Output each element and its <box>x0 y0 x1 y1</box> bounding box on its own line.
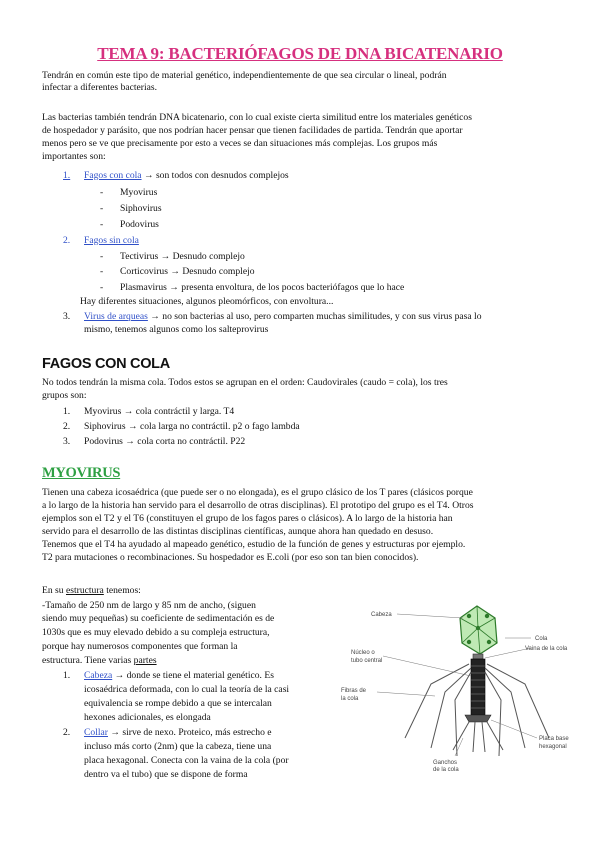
myovirus-p-line4: servido para el desarrollo de las distintas disciplinas científicas, aunque ahora han quedado en desuso. <box>42 526 434 537</box>
group-2 <box>63 235 139 247</box>
virus-de-arqueas-link[interactable]: Virus de arqueas <box>84 311 148 322</box>
collar-link[interactable]: Collar <box>84 727 108 738</box>
list-item: - Podovirus <box>100 219 159 230</box>
cabeza-item <box>63 670 274 682</box>
myovirus-p-line6: T2 para mutaciones o recombinaciones. Su hospedador es E.coli (por eso son tan bien conocidos). <box>42 552 419 563</box>
estructura-line2: siendo muy pequeñas) su coeficiente de sedimentación es de <box>42 613 275 624</box>
group-1 <box>63 170 289 182</box>
item-number: 3. <box>63 436 71 447</box>
group-2-item-3: Plasmavirus → presenta envoltura, de los pocos bacteriófagos que lo hace <box>120 282 405 293</box>
intro-p2-line1: Las bacterias también tendrán DNA bicatenario, con lo cual existe cierta similitud entre los materiales genéticos <box>42 112 472 123</box>
fagos-sin-cola-link[interactable]: Fagos sin cola <box>84 235 139 246</box>
fagos-cola-p-line2: grupos son: <box>42 390 87 401</box>
group-3-text-2: mismo, tenemos algunos como los salteprovirus <box>84 324 269 335</box>
list-item: - Myovirus <box>100 187 158 198</box>
list-item: - Plasmavirus → presenta envoltura, de los pocos bacteriófagos que lo hace <box>100 282 405 293</box>
myovirus-heading: MYOVIRUS <box>42 465 121 481</box>
estructura-line1: -Tamaño de 250 nm de largo y 85 nm de ancho, (siguen <box>42 600 256 611</box>
group-1-number: 1. <box>63 170 71 181</box>
myovirus-p-line2: a lo largo de la historia han servido para el desarrollo de otras disciplinas). El prototipo del grupo es el T4. Otros <box>42 500 474 511</box>
caudovirales-item-1: Myovirus → cola contráctil y larga. T4 <box>84 406 235 417</box>
myovirus-p-line1: Tienen una cabeza icosaédrica (que puede ser o no elongada), es el grupo clásico de los T pares (clásicos porque <box>42 487 473 498</box>
group-1-item-2: Siphovirus <box>120 203 162 214</box>
group-2-note: Hay diferentes situaciones, algunos pleomórficos, con envoltura... <box>80 296 334 307</box>
group-1-item-1: Myovirus <box>120 187 158 198</box>
group-3-text-1: → no son bacterias al uso, pero comparten muchas similitudes, y con sus virus pasa lo <box>147 311 482 322</box>
collar-line2: placa hexagonal. Conecta con la vaina de la cola (por <box>84 755 289 766</box>
collar-line1: incluso más corto (2nm) que la cabeza, tiene una <box>84 741 272 752</box>
myovirus-p-line3: ejemplos son el T2 y el T6 (constituyen el grupo de los fagos pares o clásicos). A lo largo de la historia han <box>42 513 453 524</box>
label-placa-2: hexagonal <box>539 744 567 750</box>
phage-head <box>460 606 497 654</box>
cabeza-text: → donde se tiene el material genético. Es <box>112 670 274 681</box>
item-number: 1. <box>63 406 71 417</box>
group-3 <box>63 311 482 323</box>
list-item <box>63 406 234 418</box>
group-2-item-1: Tectivirus → Desnudo complejo <box>120 251 245 262</box>
fagos-cola-p-line1: No todos tendrán la misma cola. Todos estos se agrupan en el orden: Caudovirales (caudo = cola), los tres <box>42 377 448 388</box>
label-fibras-1: Fibras de <box>341 688 367 694</box>
page-title: TEMA 9: BACTERIÓFAGOS DE DNA BICATENARIO <box>97 44 503 63</box>
label-nucleo-2: tubo central <box>351 658 383 664</box>
partes-word: partes <box>133 655 157 666</box>
t4-phage-diagram <box>335 588 585 773</box>
estructura-intro <box>42 585 141 597</box>
group-2-item-2: Corticovirus → Desnudo complejo <box>120 266 255 277</box>
label-cabeza: Cabeza <box>371 612 392 618</box>
estructura-line4: porque hay numerosos componentes que forman la <box>42 641 238 652</box>
estructura-word: estructura <box>65 585 104 596</box>
list-item <box>63 436 245 448</box>
list-item <box>63 421 300 433</box>
list-item: - Tectivirus → Desnudo complejo <box>100 251 245 262</box>
label-placa-1: Placa base <box>539 736 569 742</box>
estructura-pre: En su <box>42 585 66 596</box>
intro-p1-line1: Tendrán en común este tipo de material genético, independientemente de que sea circular o lineal, podrán <box>42 70 447 81</box>
fagos-con-cola-heading: FAGOS CON COLA <box>42 356 170 372</box>
cabeza-number: 1. <box>63 670 71 681</box>
label-cola: Cola <box>535 636 548 642</box>
group-2-number: 2. <box>63 235 71 246</box>
collar-text: → sirve de nexo. Proteico, más estrecho e <box>107 727 272 738</box>
cabeza-line2: equivalencia se rompe debido a que se intercalan <box>84 698 272 709</box>
label-ganchos-2: de la cola <box>433 767 459 773</box>
group-3-number: 3. <box>63 311 71 322</box>
intro-p2-line3: menos pero se ve que precisamente por esto a veces se dan situaciones más complejas. Los grupos más <box>42 138 438 149</box>
intro-p1-line2: infectar a diferentes bacterias. <box>42 82 158 93</box>
intro-p2-line4: importantes son: <box>42 151 106 162</box>
collar-item <box>63 727 272 739</box>
label-nucleo-1: Núcleo o <box>351 650 375 656</box>
label-vaina: Vaina de la cola <box>525 646 568 652</box>
group-1-item-3: Podovirus <box>120 219 159 230</box>
estructura-post: tenemos: <box>103 585 141 596</box>
intro-p2-line2: de hospedador y parásito, que nos podrían hacer pensar que tienen facilidades de partida. Tendrán que aportar <box>42 125 463 136</box>
label-leader-lines <box>377 614 537 756</box>
group-1-text: → son todos con desnudos complejos <box>141 170 289 181</box>
cabeza-line3: hexones adicionales, es elongada <box>84 712 211 723</box>
estructura-line3: 1030s que es muy elevado debido a su compleja estructura, <box>42 627 270 638</box>
collar-number: 2. <box>63 727 71 738</box>
caudovirales-item-3: Podovirus → cola corta no contráctil. P22 <box>84 436 246 447</box>
list-item: - Corticovirus → Desnudo complejo <box>100 266 255 277</box>
cabeza-link[interactable]: Cabeza <box>84 670 113 681</box>
list-item: - Siphovirus <box>100 203 162 214</box>
estructura-partes <box>42 655 157 667</box>
collar-line3: dentro va el tubo) que se dispone de forma <box>84 769 248 780</box>
partes-pre: estructura. Tiene varias <box>42 655 134 666</box>
cabeza-line1: icosaédrica deformada, con lo cual la teoría de la casi <box>84 684 290 695</box>
myovirus-p-line5: Tenemos que el T4 ha ayudado al mapeado genético, estudio de la función de genes y estructuras por ejemplo. <box>42 539 466 550</box>
caudovirales-item-2: Siphovirus → cola larga no contráctil. p2 o fago lambda <box>84 421 300 432</box>
item-number: 2. <box>63 421 71 432</box>
label-fibras-2: la cola <box>341 696 359 702</box>
fagos-con-cola-link[interactable]: Fagos con cola <box>84 170 142 181</box>
label-ganchos-1: Ganchos <box>433 760 458 766</box>
